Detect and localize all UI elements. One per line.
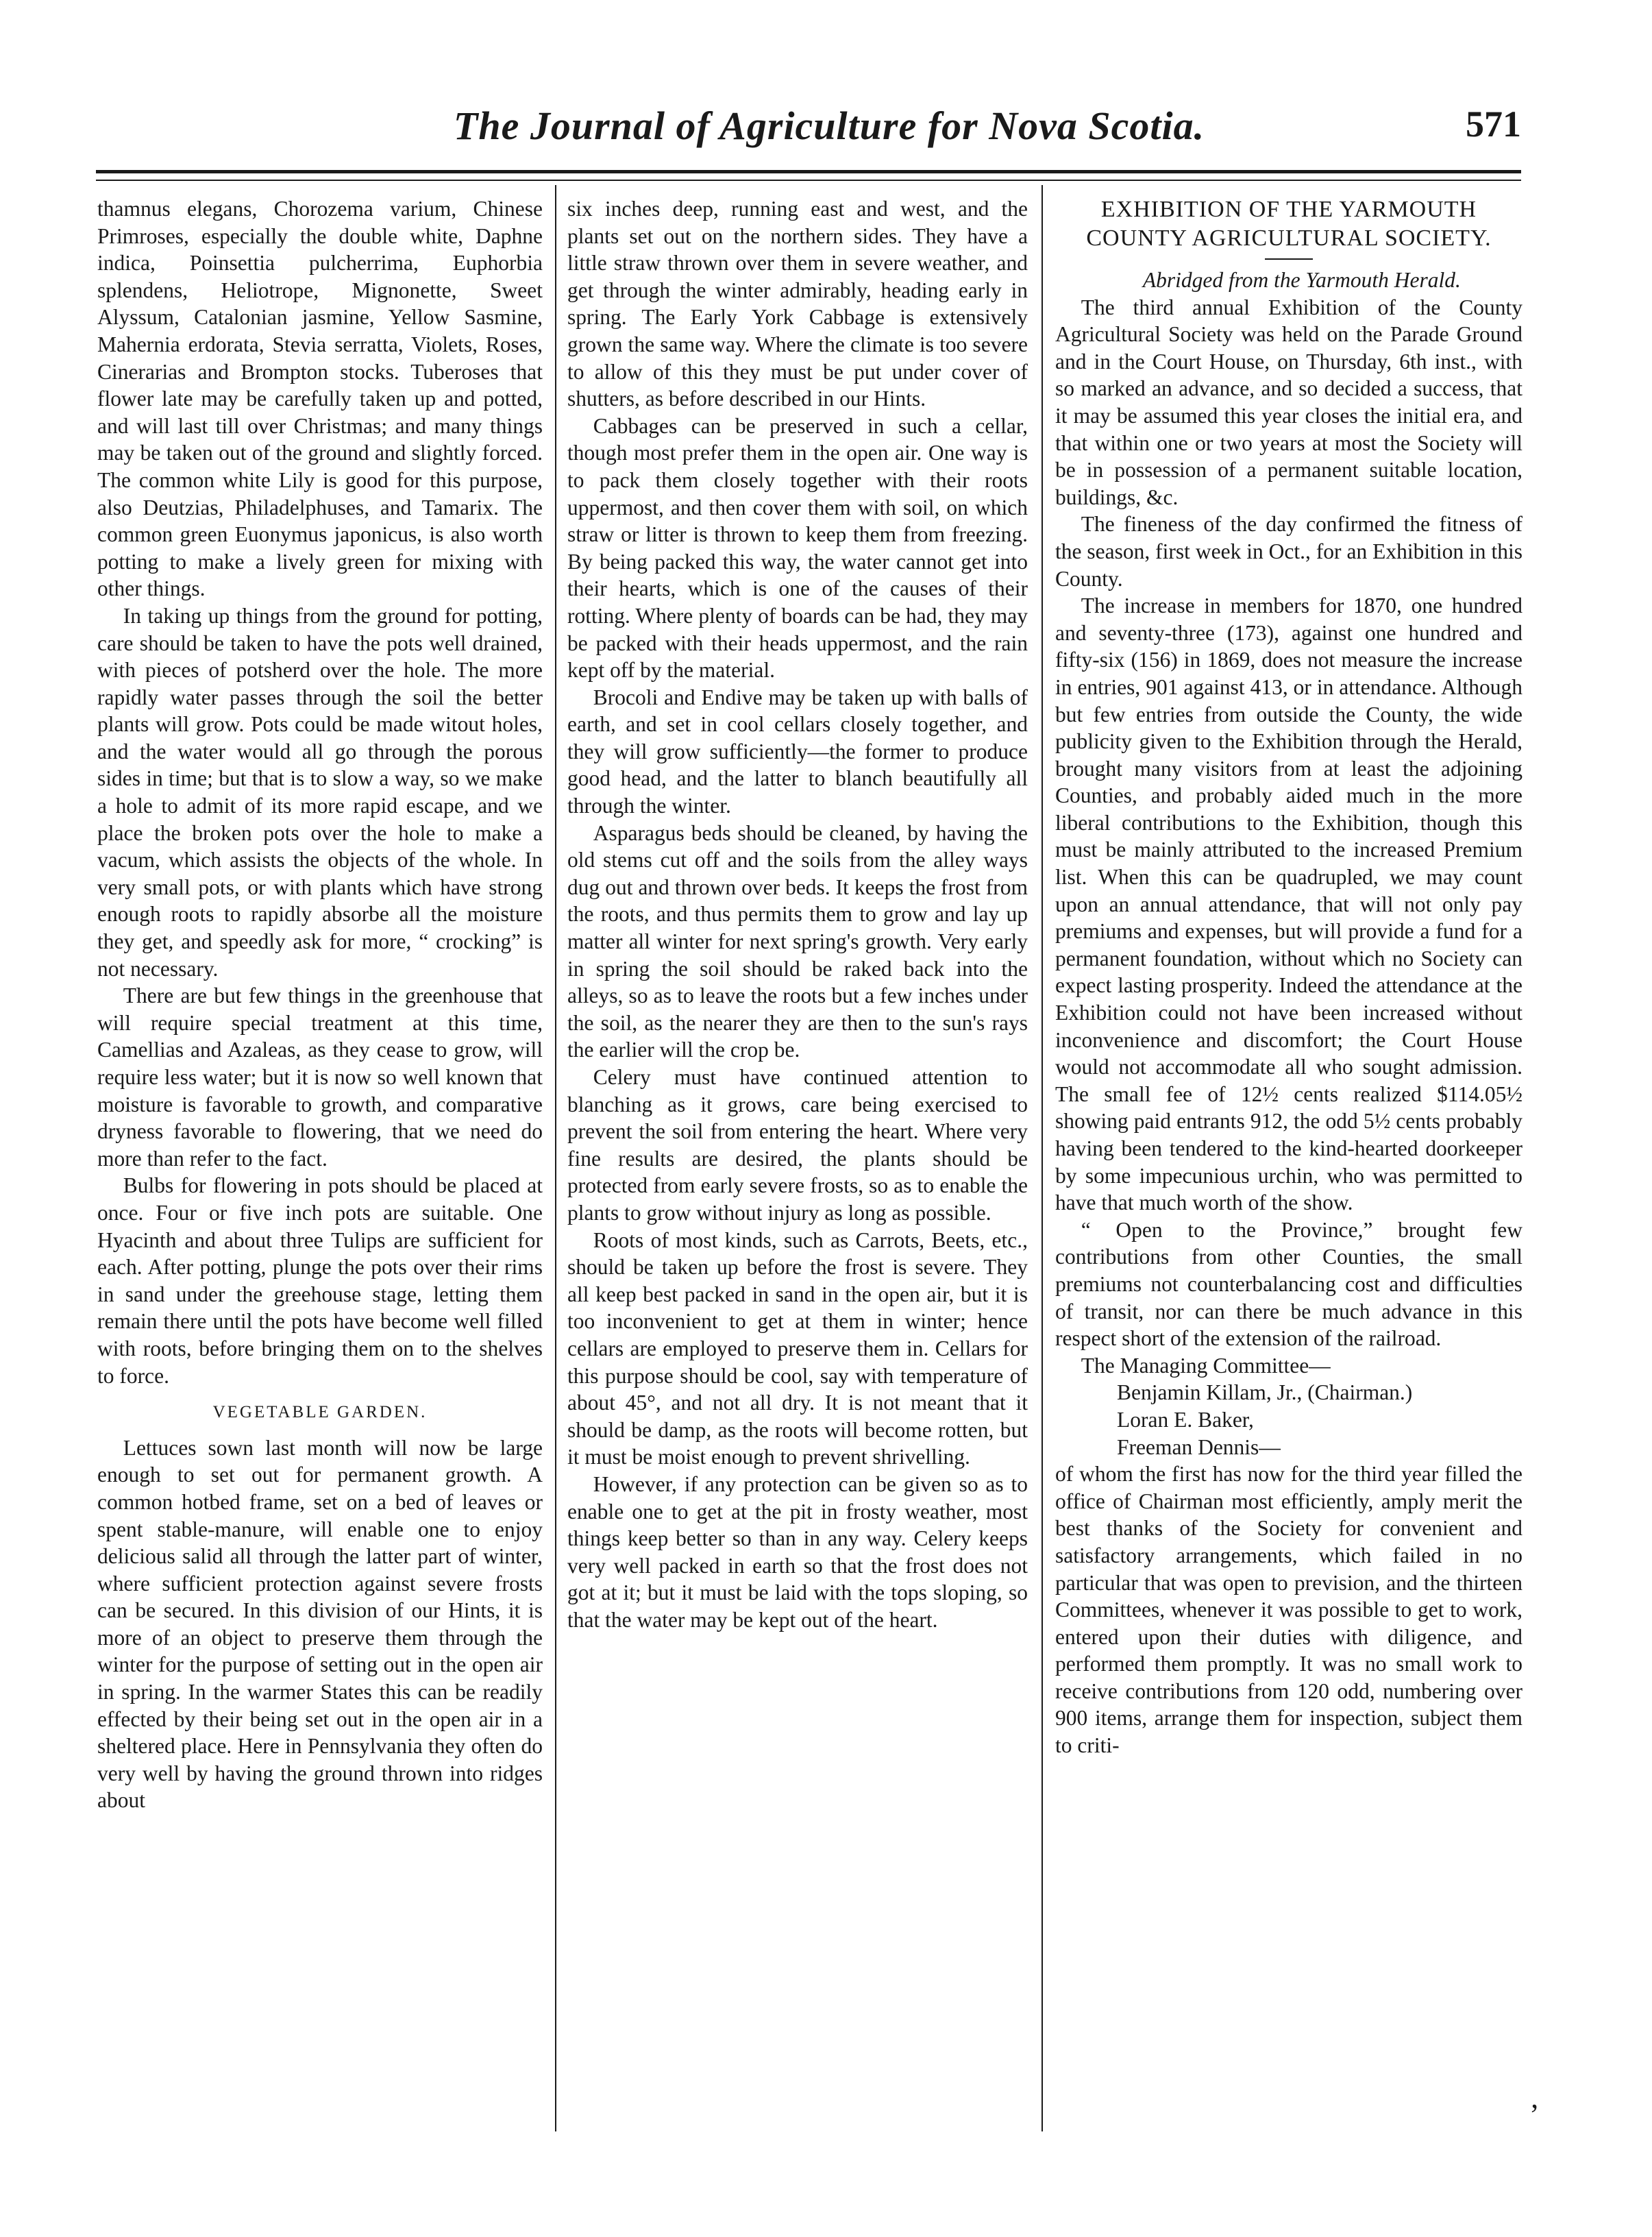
paragraph: Bulbs for flowering in pots should be placed at once. Four or five inch pots are suitable. One Hyacinth and about three Tulips are sufficient for each. After potting, plunge the pots over their rims in sand under the greehouse stage, letting them remain there until the pots have become well filled with roots, before bringing them on to the shelves to force. bbox=[97, 1173, 543, 1388]
paragraph: Lettuces sown last month will now be large enough to set out for permanent growth. A common hotbed frame, set on a bed of leaves or spent stable-manure, will enable one to enjoy delicious salid all through the latter part of winter, where sufficient protection against severe frosts can be secured. In this division of our Hints, it is more of an object to preserve them through the winter for the purpose of setting out in the open air in spring. In the warmer States this can be readily effected by their being set out in the open air in a sheltered place. Here in Pennsylvania they often do very well by having the ground thrown into ridges about bbox=[97, 1435, 543, 1813]
section-heading-vegetable-garden: VEGETABLE GARDEN. bbox=[212, 1403, 428, 1422]
margin-mark: ’ bbox=[1529, 2098, 1540, 2131]
committee-member: Benjamin Killam, Jr., (Chairman.) bbox=[1117, 1380, 1413, 1405]
paragraph: The Managing Committee— bbox=[1081, 1353, 1331, 1378]
paragraph: The fineness of the day confirmed the fitness of the season, first week in Oct., for an Exhibition in this County. bbox=[1055, 512, 1522, 591]
column-divider-left bbox=[555, 185, 556, 2131]
journal-title: The Journal of Agriculture for Nova Scotia. bbox=[453, 103, 1205, 148]
paragraph: Brocoli and Endive may be taken up with balls of earth, and set in cool cellars closely together, and they will grow sufficiently—the former to produce good head, and the latter to blanch beautifully all through the winter. bbox=[567, 685, 1028, 818]
text-column-left bbox=[97, 195, 543, 2135]
paragraph: Roots of most kinds, such as Carrots, Beets, etc., should be taken up before the frost is severe. They all keep best packed in sand in the open air, but it is too inconvenient to get at them in winter; hence cellars are employed to preserve them in. Cellars for this purpose should be cool, say with temperature of about 45°, and not all dry. It is not meant that it should be damp, as the roots will become rotten, but it must be moist enough to prevent shrivelling. bbox=[567, 1227, 1028, 1469]
paragraph: However, if any protection can be given so as to enable one to get at the pit in frosty weather, most things keep better so than in any way. Celery keeps very well packed in earth so that the frost does not got at it; but it must be laid with the tops sloping, so that the water may be kept out of the heart. bbox=[567, 1471, 1028, 1632]
title-rule bbox=[1265, 258, 1313, 260]
paragraph: There are but few things in the greenhouse that will require special treatment at this time, Camellias and Azaleas, as they cease to grow, will require less water; but it is now so well known that moisture is favorable to growth, and comparative dryness favorable to flowering, that we need do more than refer to the fact. bbox=[97, 983, 543, 1171]
paragraph: Celery must have continued attention to blanching as it grows, care being exercised to prevent the soil from entering the heart. Where very fine results are desired, the plants should be protected from early severe frosts, so as to enable the plants to grow without injury as long as possible. bbox=[567, 1065, 1028, 1225]
paragraph: six inches deep, running east and west, and the plants set out on the northern sides. They have a little straw thrown over them in severe weather, and get through the winter admirably, heading early in spring. The Early York Cabbage is extensively grown the same way. Where the climate is too severe to allow of this they must be put under cover of shutters, as before described in our Hints. bbox=[567, 197, 1028, 411]
text-column-right bbox=[1055, 195, 1522, 2135]
paragraph: The third annual Exhibition of the County Agricultural Society was held on the Parade Ground and in the Court House, on Thursday, 6th inst., with so marked an advance, and so decided a success, that it may be assumed this year closes the initial era, and that within one or two years at most the Society will be in possession of a permanent suitable location, buildings, &c. bbox=[1055, 295, 1522, 509]
article-byline: Abridged from the Yarmouth Herald. bbox=[1142, 268, 1461, 292]
paragraph: thamnus elegans, Chorozema varium, Chinese Primroses, especially the double white, Daphne indica, Poinsettia pulcherrima, Euphorbia splendens, Heliotrope, Mignonette, Sweet Alyssum, Catalonian jasmine, Yellow Sasmine, Mahernia erdorata, Stevia serratta, Violets, Roses, Cinerarias and Brompton stocks. Tuberoses that flower late may be carefully taken up and potted, and will last till over Christmas; and many things may be taken out of the ground and slightly forced. The common white Lily is good for this purpose, also Deutzias, Philadelphuses, and Tamarix. The common green Euonymus japonicus, is also worth potting to make a lively green for mixing with other things. bbox=[97, 197, 543, 601]
text-column-middle bbox=[567, 195, 1028, 2135]
paragraph: Asparagus beds should be cleaned, by having the old stems cut off and the soils from the alley ways dug out and thrown over beds. It keeps the frost from the roots, and thus permits them to grow and lay up matter all winter for next spring's growth. Very early in spring the soil should be raked back into the alleys, so as to leave the roots but a few inches under the soil, as the nearer they are then to the sun's rays the earlier will the crop be. bbox=[567, 820, 1028, 1062]
committee-member: Loran E. Baker, bbox=[1117, 1407, 1254, 1432]
paragraph: Cabbages can be preserved in such a cellar, though most prefer them in the open air. One way is to pack them closely together with their roots uppermost, and then cover them with soil, on which straw or litter is thrown to keep them from freezing. By being packed this way, the water cannot get into their hearts, which is one of the causes of their rotting. Where plenty of boards can be had, they may be packed with their heads uppermost, and the rain kept off by the material. bbox=[567, 413, 1028, 683]
paragraph: In taking up things from the ground for potting, care should be taken to have the pots well drained, with pieces of potsherd over the hole. The more rapidly water passes through the soil the better plants will grow. Pots could be made witout holes, and the water would all go through the porous sides in time; but that is to slow a way, so we make a hole to admit of its more rapid escape, and we place the broken pots over the hole to make a vacum, which assists the objects of the whole. In very small pots, or with plants which have strong enough roots to rapidly absorbe all the moisture they get, and speedly ask for more, “ crocking” is not necessary. bbox=[97, 603, 543, 981]
header-rule-thick bbox=[96, 170, 1521, 173]
column-divider-right bbox=[1041, 185, 1043, 2131]
paragraph: “ Open to the Province,” brought few contributions from other Counties, the small premiums not counterbalancing cost and difficulties of transit, nor can there be much advance in this respect short of the extension of the railroad. bbox=[1055, 1217, 1522, 1351]
paragraph: of whom the first has now for the third year filled the office of Chairman most efficiently, amply merit the best thanks of the Society for convenient and satisfactory arrangements, which failed in no particular that was open to prevision, and the thirteen Committees, whenever it was possible to get to work, entered upon their duties with diligence, and performed them promptly. It was no small work to receive contributions from 120 odd, numbering over 900 items, arrange them for inspection, subject them to criti- bbox=[1055, 1462, 1522, 1758]
page-number: 571 bbox=[1466, 103, 1521, 145]
article-title: EXHIBITION OF THE YARMOUTH COUNTY AGRICULTURAL SOCIETY. bbox=[1086, 197, 1492, 251]
paragraph: The increase in members for 1870, one hundred and seventy-three (173), against one hundred and fifty-six (156) in 1869, does not measure the increase in entries, 901 against 413, or in attendance. Although but few entries from outside the County, the wide publicity given to the Exhibition through the Herald, brought many visitors from at least the adjoining Counties, and probably aided much in the more liberal contributions to the Exhibition, though this must be mainly attributed to the increased Premium list. When this can be quadrupled, we may count upon an annual attendance, that will not only pay premiums and expenses, but will provide a fund for a permanent foundation, without which no Society can expect lasting prosperity. Indeed the attendance at the Exhibition could not have been increased without inconvenience and discomfort; the Court House would not accommodate all who sought admission. The small fee of 12½ cents realized $114.05½ showing paid entrants 912, the odd 5½ cents probably having been tendered to the kind-hearted doorkeeper by some impecunious urchin, who was permitted to have that much worth of the show. bbox=[1055, 594, 1522, 1215]
header-rule-thin bbox=[96, 180, 1521, 181]
committee-member: Freeman Dennis— bbox=[1117, 1434, 1281, 1459]
